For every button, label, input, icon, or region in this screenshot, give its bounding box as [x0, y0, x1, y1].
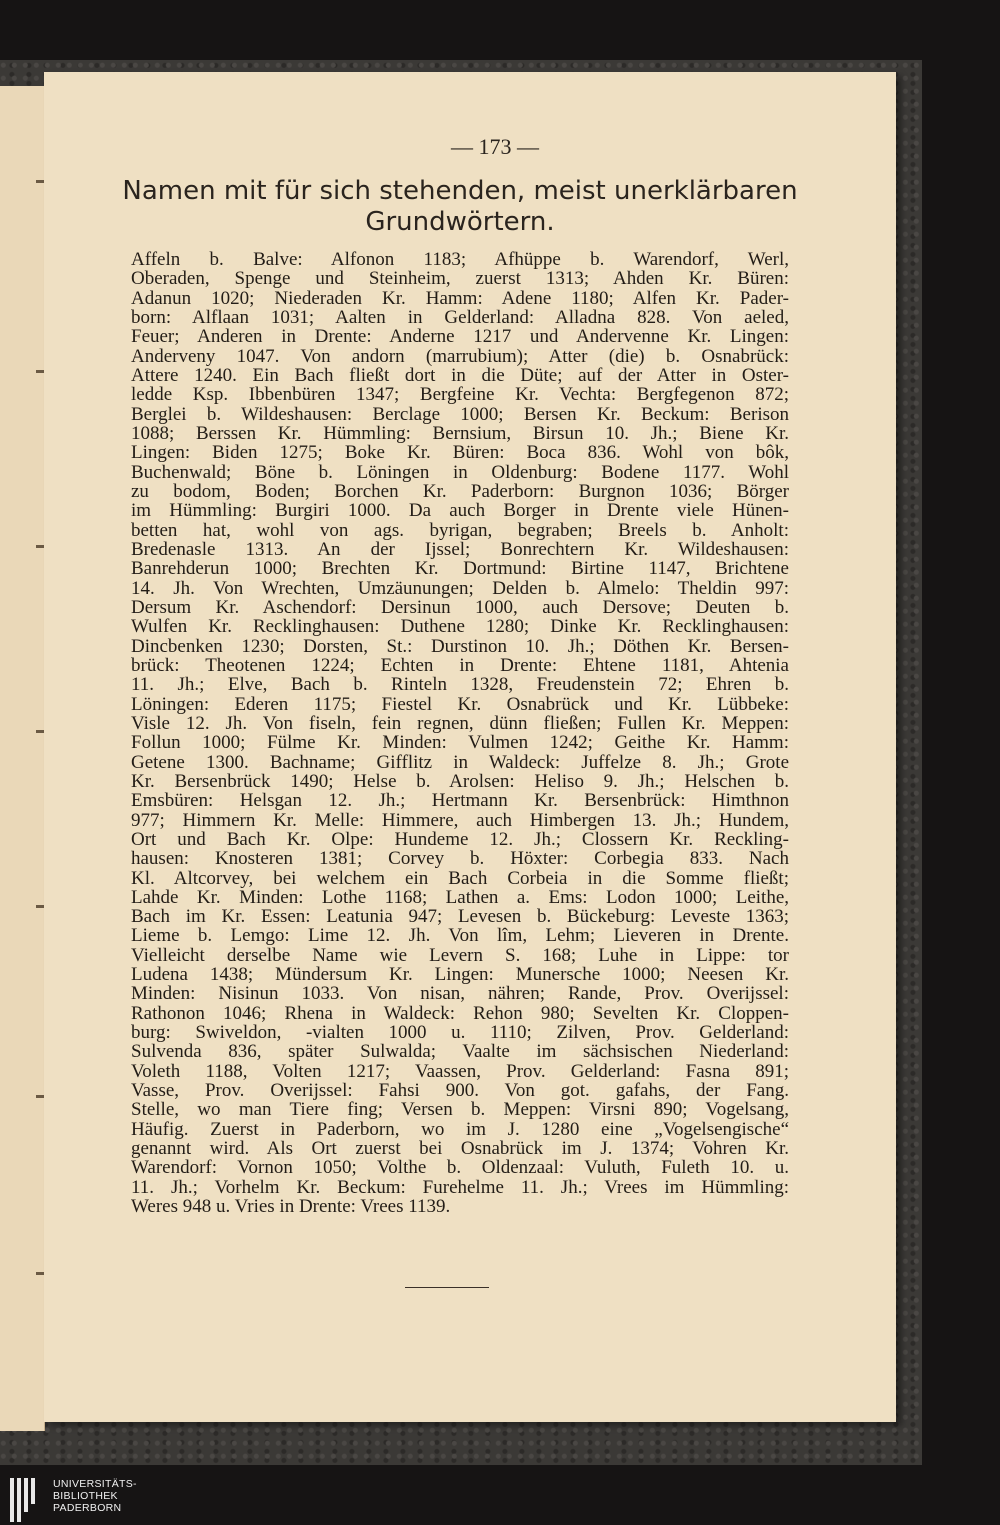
text-line: Follun 1000; Fülme Kr. Minden: Vulmen 1242; Geithe Kr. Hamm:: [131, 732, 789, 754]
text-line: Vielleicht derselbe Name wie Levern S. 168; Luhe in Lippe: tor: [131, 944, 789, 966]
title-line: Namen mit für sich stehenden, meist unerklärbaren: [122, 176, 798, 206]
text-line: brück: Theotenen 1224; Echten in Drente: Ehtene 1181, Ahtenia: [131, 654, 789, 676]
text-line: Rathonon 1046; Rhena in Waldeck: Rehon 980; Sevelten Kr. Cloppen-: [131, 1002, 789, 1024]
text-line: 11. Jh.; Elve, Bach b. Rinteln 1328, Freudenstein 72; Ehren b.: [131, 674, 789, 696]
text-line: Warendorf: Vornon 1050; Volthe b. Oldenzaal: Vuluth, Fuleth 10. u.: [131, 1157, 789, 1179]
text-line: Emsbüren: Helsgan 12. Jh.; Hertmann Kr. Bersenbrück: Himthnon: [131, 790, 789, 812]
text-line: 11. Jh.; Vorhelm Kr. Beckum: Furehelme 11. Jh.; Vrees im Hümmling:: [131, 1176, 789, 1198]
text-line: Dincbenken 1230; Dorsten, St.: Durstinon 10. Jh.; Döthen Kr. Bersen-: [131, 635, 789, 657]
text-line: 977; Himmern Kr. Melle: Himmere, auch Himbergen 13. Jh.; Hundem,: [131, 809, 789, 831]
left-page-edge: [0, 86, 45, 1431]
text-line: Sulvenda 836, später Sulwalda; Vaalte im sächsischen Niederland:: [131, 1041, 789, 1063]
text-line: Kr. Bersenbrück 1490; Helse b. Arolsen: Heliso 9. Jh.; Helschen b.: [131, 770, 789, 792]
text-line: Oberaden, Spenge und Steinheim, zuerst 1313; Ahden Kr. Büren:: [131, 268, 789, 290]
text-line: Lieme b. Lemgo: Lime 12. Jh. Von lîm, Lehm; Lieveren in Drente.: [131, 925, 789, 947]
text-line: Visle 12. Jh. Von fiseln, fein regnen, dünn fließen; Fullen Kr. Meppen:: [131, 712, 789, 734]
text-line: Bredenasle 1313. An der Ijssel; Bonrechtern Kr. Wildeshausen:: [131, 538, 789, 560]
text-line: Ort und Bach Kr. Olpe: Hundeme 12. Jh.; Clossern Kr. Reckling-: [131, 828, 789, 850]
text-line: Getene 1300. Bachname; Gifflitz in Waldeck: Juffelze 8. Jh.; Grote: [131, 751, 789, 773]
text-line: burg: Swiveldon, -vialten 1000 u. 1110; Zilven, Prov. Gelderland:: [131, 1022, 789, 1044]
text-line: Häufig. Zuerst in Paderborn, wo im J. 1280 eine „Vogelsengische“: [131, 1118, 789, 1140]
page-number: — 173 —: [451, 134, 539, 159]
text-line: Lingen: Biden 1275; Boke Kr. Büren: Boca 836. Wohl von bôk,: [131, 442, 789, 464]
text-line: Attere 1240. Ein Bach fließt dort in die Düte; auf der Atter in Oster-: [131, 364, 789, 386]
text-line: 14. Jh. Von Wrechten, Umzäunungen; Delden b. Almelo: Theldin 997:: [131, 577, 789, 599]
end-rule: [405, 1287, 489, 1288]
body-text: [131, 250, 789, 1216]
text-line: Lahde Kr. Minden: Lothe 1168; Lathen a. Ems: Lodon 1000; Leithe,: [131, 886, 789, 908]
text-line: Stelle, wo man Tiere fing; Versen b. Meppen: Virsni 890; Vogelsang,: [131, 1099, 789, 1121]
text-line: Dersum Kr. Aschendorf: Dersinun 1000, auch Dersove; Deuten b.: [131, 596, 789, 618]
text-line: Berglei b. Wildeshausen: Berclage 1000; Bersen Kr. Beckum: Berison: [131, 403, 789, 425]
logo-text: UNIVERSITÄTS- BIBLIOTHEK PADERBORN: [53, 1478, 137, 1514]
text-line: Löningen: Ederen 1175; Fiestel Kr. Osnabrück und Kr. Lübbeke:: [131, 693, 789, 715]
text-line: born: Alflaan 1031; Aalten in Gelderland: Alladna 828. Von aeled,: [131, 306, 789, 328]
text-line: Voleth 1188, Volten 1217; Vaassen, Prov. Gelderland: Fasna 891;: [131, 1060, 789, 1082]
text-line: Bach im Kr. Essen: Leatunia 947; Levesen b. Bückeburg: Leveste 1363;: [131, 906, 789, 928]
text-line: Kl. Altcorvey, bei welchem ein Bach Corbeia in die Somme fließt;: [131, 867, 789, 889]
text-line: betten hat, wohl von ags. byrigan, begraben; Breels b. Anholt:: [131, 519, 789, 541]
text-line: zu bodom, Boden; Borchen Kr. Paderborn: Burgnon 1036; Börger: [131, 480, 789, 502]
text-line: Anderveny 1047. Von andorn (marrubium); Atter (die) b. Osnabrück:: [131, 345, 789, 367]
text-line: Affeln b. Balve: Alfonon 1183; Afhüppe b. Warendorf, Werl,: [131, 249, 789, 270]
text-line: Buchenwald; Böne b. Löningen in Oldenburg: Bodene 1177. Wohl: [131, 461, 789, 483]
text-line: hausen: Knosteren 1381; Corvey b. Höxter: Corbegia 833. Nach: [131, 848, 789, 870]
text-line: Vasse, Prov. Overijssel: Fahsi 900. Von got. gafahs, der Fang.: [131, 1080, 789, 1102]
text-line: Minden: Nisinun 1033. Von nisan, nähren; Rande, Prov. Overijssel:: [131, 983, 789, 1005]
text-line: genannt wird. Als Ort zuerst bei Osnabrück im J. 1374; Vohren Kr.: [131, 1138, 789, 1160]
text-line: Wulfen Kr. Recklinghausen: Duthene 1280; Dinke Kr. Recklinghausen:: [131, 616, 789, 638]
text-line: Weres 948 u. Vries in Drente: Vrees 1139.: [131, 1196, 451, 1218]
section-title: [100, 176, 820, 238]
text-line: Ludena 1438; Mündersum Kr. Lingen: Munersche 1000; Neesen Kr.: [131, 964, 789, 986]
text-line: Feuer; Anderen in Drente: Anderne 1217 und Andervenne Kr. Lingen:: [131, 326, 789, 348]
text-line: Adanun 1020; Niederaden Kr. Hamm: Adene 1180; Alfen Kr. Pader-: [131, 287, 789, 309]
text-line: im Hümmling: Burgiri 1000. Da auch Borger in Drente viele Hünen-: [131, 500, 789, 522]
title-line: Grundwörtern.: [365, 207, 555, 237]
text-line: ledde Ksp. Ibbenbüren 1347; Bergfeine Kr. Vechta: Bergfegenon 872;: [131, 384, 789, 406]
text-line: 1088; Berssen Kr. Hümmling: Bernsium, Birsun 10. Jh.; Biene Kr.: [131, 422, 789, 444]
text-line: Banrehderun 1000; Brechten Kr. Dortmund: Birtine 1147, Brichtene: [131, 558, 789, 580]
